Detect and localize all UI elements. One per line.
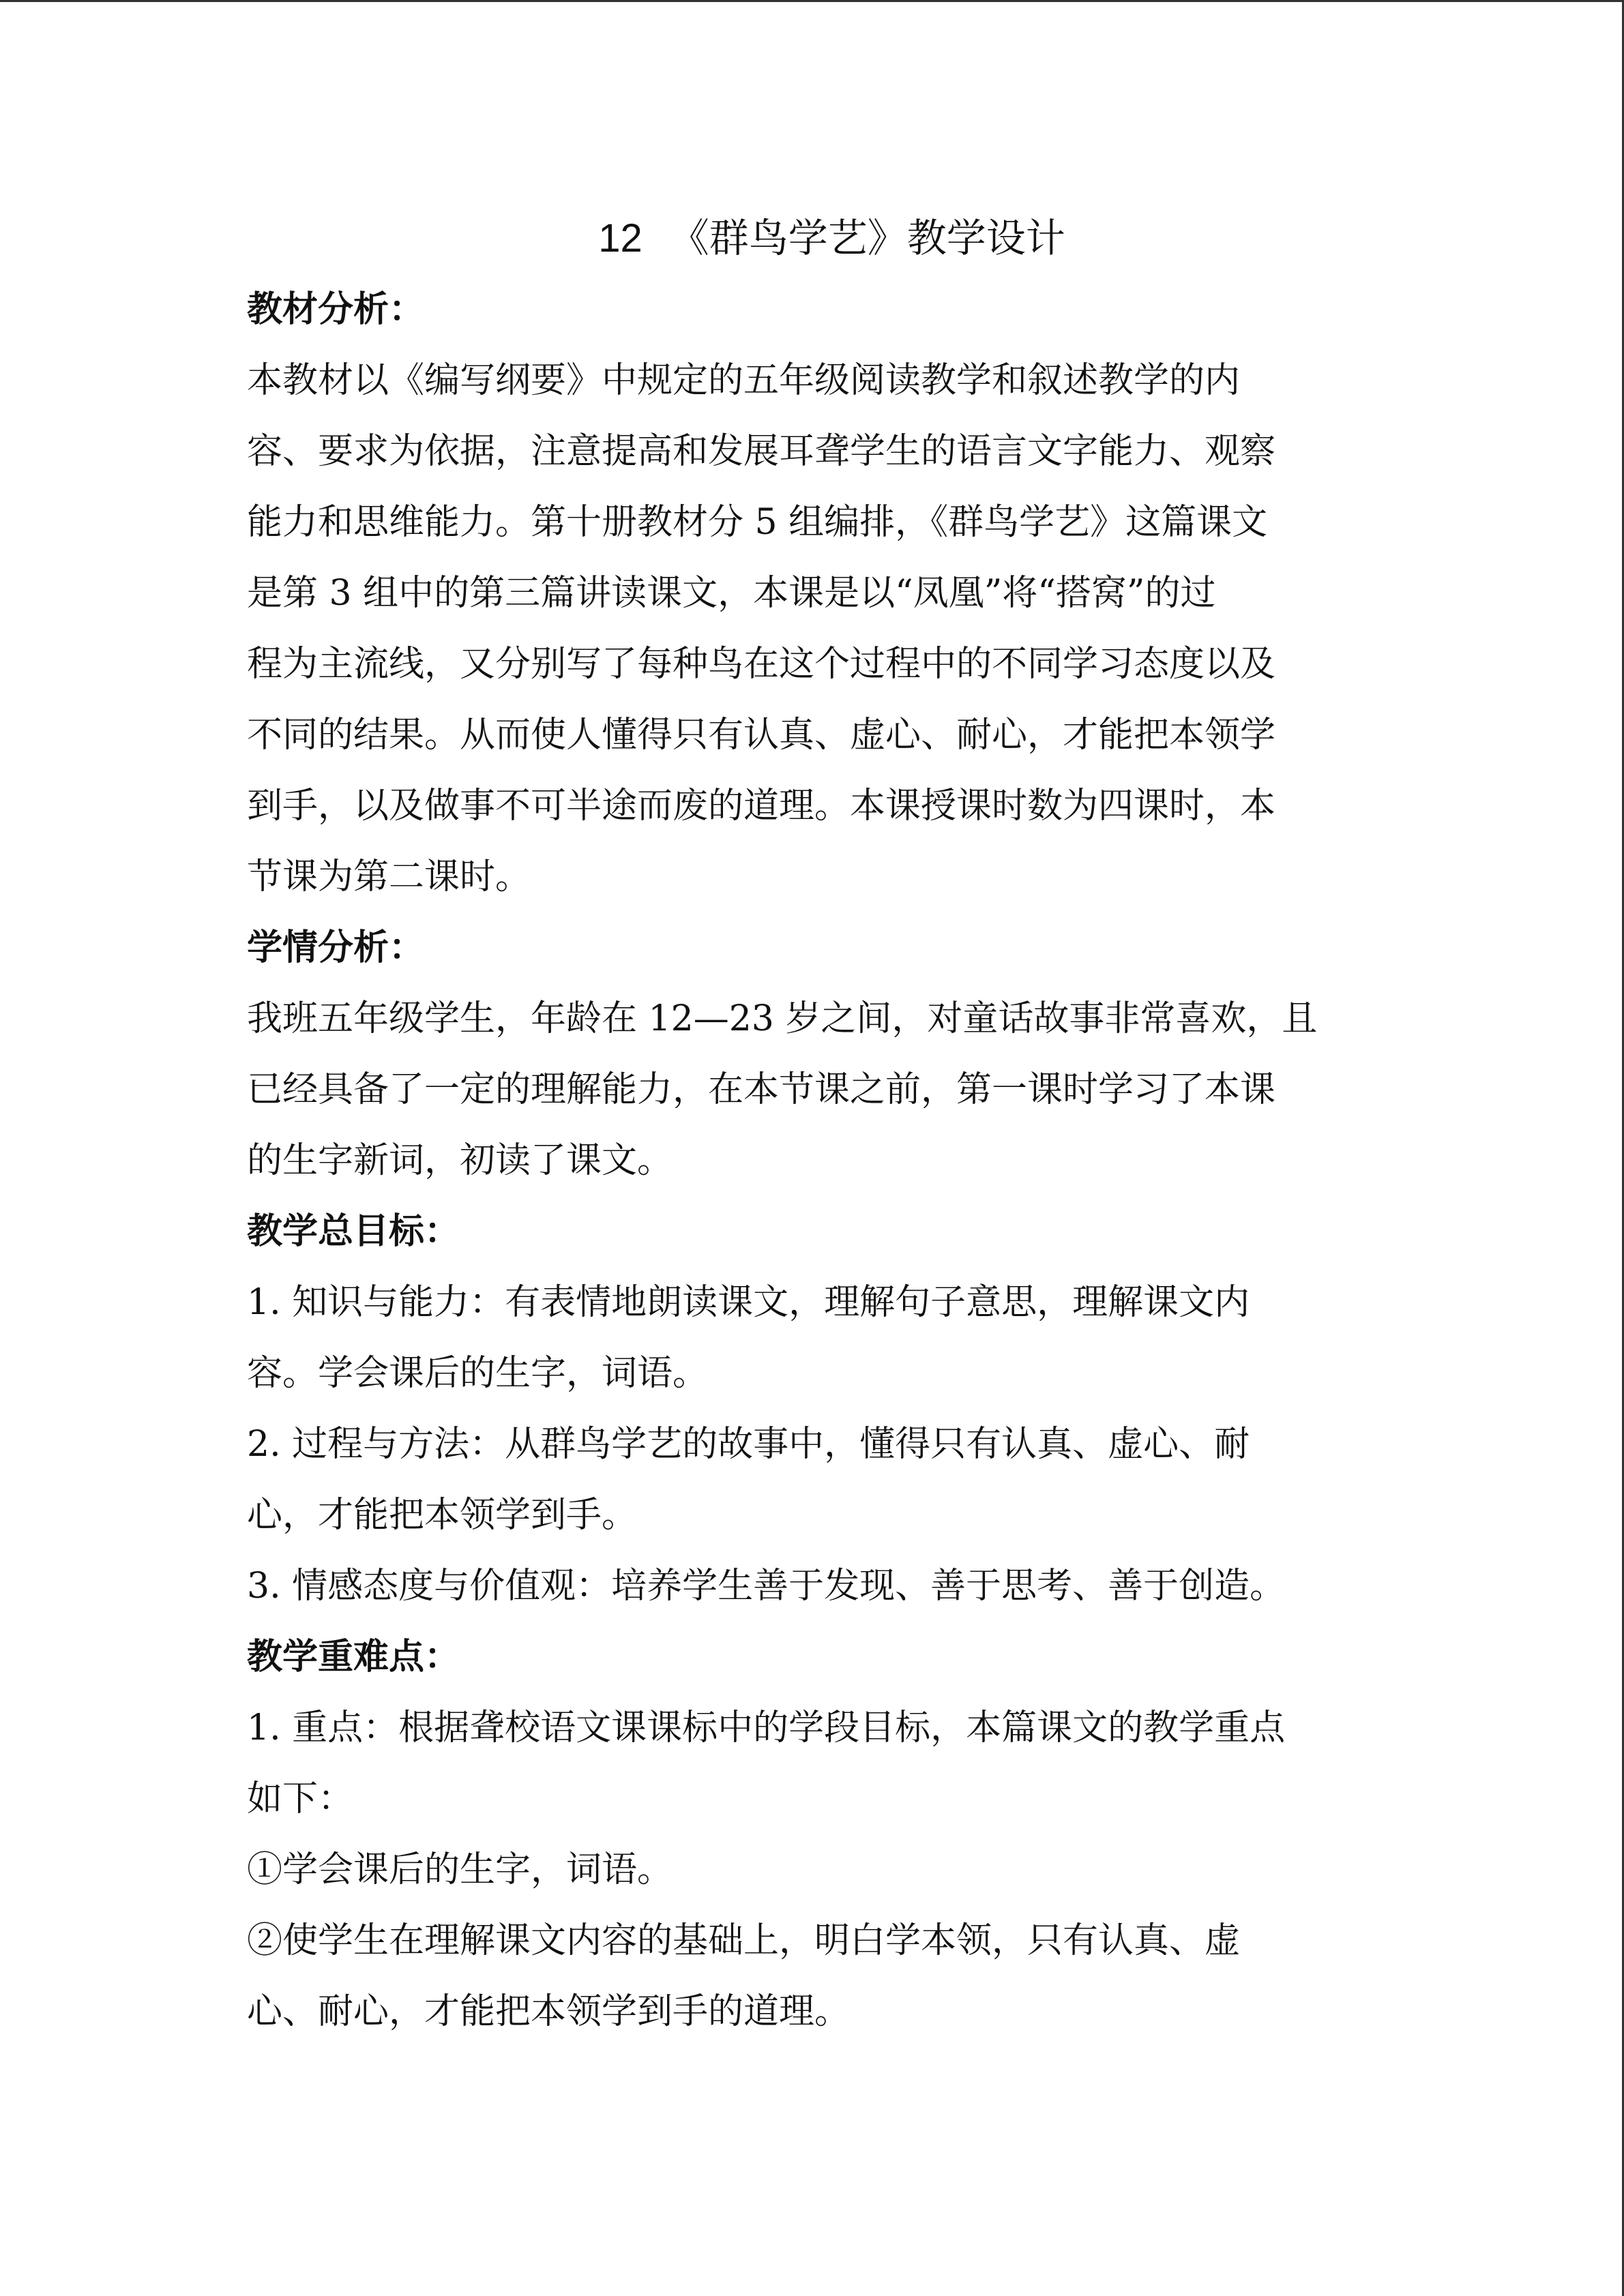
text-line: 程为主流线，又分别写了每种鸟在这个过程中的不同学习态度以及 bbox=[247, 644, 1276, 685]
title-number: 12 bbox=[598, 216, 643, 260]
text-line: 2. 过程与方法：从群鸟学艺的故事中，懂得只有认真、虚心、耐 bbox=[247, 1424, 1250, 1465]
document-title bbox=[284, 202, 1379, 274]
paragraph bbox=[247, 1905, 1379, 2047]
section-student-analysis bbox=[247, 912, 1379, 1196]
paragraph bbox=[247, 1693, 1379, 1834]
section-heading: 教学重难点： bbox=[247, 1637, 460, 1678]
text-line: 容、要求为依据，注意提高和发展耳聋学生的语言文字能力、观察 bbox=[247, 431, 1276, 472]
section-textbook-analysis bbox=[247, 274, 1379, 912]
paragraph bbox=[247, 1267, 1379, 1409]
text-line: ①学会课后的生字，词语。 bbox=[247, 1849, 673, 1890]
section-heading: 学情分析： bbox=[247, 927, 425, 968]
text-line: 如下： bbox=[247, 1778, 354, 1819]
title-text: 《群鸟学艺》教学设计 bbox=[669, 215, 1065, 261]
text-line: 的生字新词，初读了课文。 bbox=[247, 1140, 673, 1181]
section-heading: 教学总目标： bbox=[247, 1211, 460, 1252]
text-line: 1. 重点：根据聋校语文课课标中的学段目标，本篇课文的教学重点 bbox=[247, 1708, 1286, 1748]
text-line: 容。学会课后的生字，词语。 bbox=[247, 1353, 709, 1394]
text-line: 不同的结果。从而使人懂得只有认真、虚心、耐心，才能把本领学 bbox=[247, 715, 1276, 756]
text-line: 已经具备了一定的理解能力，在本节课之前，第一课时学习了本课 bbox=[247, 1069, 1276, 1110]
text-line: 3. 情感态度与价值观：培养学生善于发现、善于思考、善于创造。 bbox=[247, 1566, 1286, 1607]
text-line: 心、耐心，才能把本领学到手的道理。 bbox=[247, 1991, 851, 2032]
text-line: 到手，以及做事不可半途而废的道理。本课授课时数为四课时，本 bbox=[247, 786, 1276, 826]
paragraph bbox=[247, 345, 1379, 912]
text-line: 能力和思维能力。第十册教材分 5 组编排，《群鸟学艺》这篇课文 bbox=[247, 502, 1268, 543]
paragraph bbox=[247, 1409, 1379, 1551]
text-line: ②使学生在理解课文内容的基础上，明白学本领，只有认真、虚 bbox=[247, 1920, 1241, 1961]
text-line: 心，才能把本领学到手。 bbox=[247, 1495, 638, 1536]
text-line: 是第 3 组中的第三篇讲读课文，本课是以“凤凰”将“搭窝”的过 bbox=[247, 573, 1216, 614]
paragraph bbox=[247, 983, 1379, 1196]
text-line: 本教材以《编写纲要》中规定的五年级阅读教学和叙述教学的内 bbox=[247, 360, 1241, 401]
text-line: 1. 知识与能力：有表情地朗读课文，理解句子意思，理解课文内 bbox=[247, 1282, 1250, 1323]
paragraph bbox=[247, 1551, 1379, 1622]
section-key-points bbox=[247, 1622, 1379, 2047]
document-body bbox=[247, 202, 1379, 2047]
text-line: 节课为第二课时。 bbox=[247, 856, 531, 897]
section-heading: 教材分析： bbox=[247, 289, 425, 330]
text-line: 我班五年级学生，年龄在 12—23 岁之间，对童话故事非常喜欢，且 bbox=[247, 998, 1318, 1039]
section-teaching-goals bbox=[247, 1196, 1379, 1622]
paragraph bbox=[247, 1834, 1379, 1905]
